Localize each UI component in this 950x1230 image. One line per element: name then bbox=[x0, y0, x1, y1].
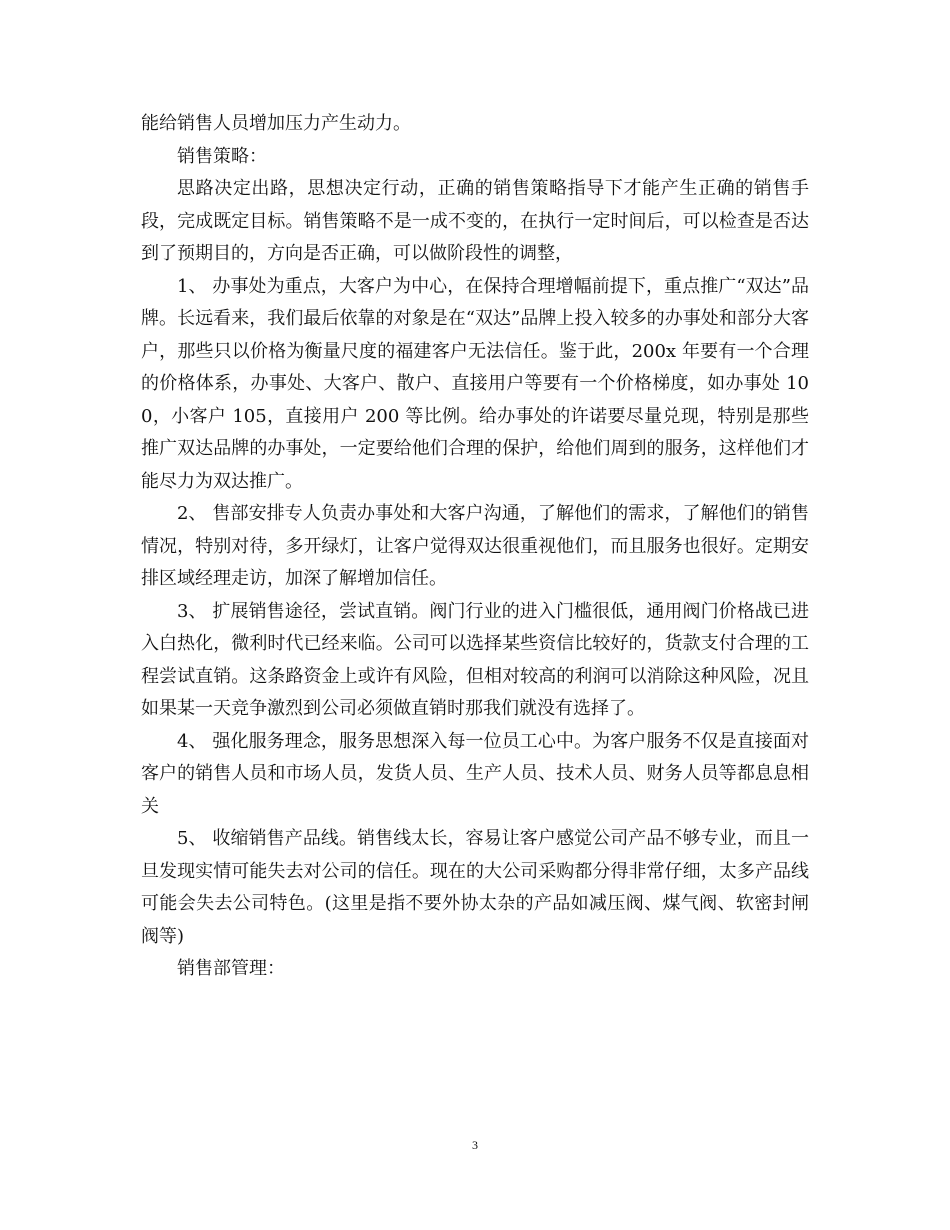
page-number: 3 bbox=[472, 1138, 478, 1152]
list-item-4: 4、 强化服务理念，服务思想深入每一位员工心中。为客户服务不仅是直接面对客户的销售人员和市场人员，发货人员、生产人员、技术人员、财务人员等都息息相关 bbox=[141, 730, 809, 817]
list-item-3: 3、 扩展销售途径，尝试直销。阀门行业的进入门槛很低，通用阀门价格战已进入白热化，微利时代已经来临。公司可以选择某些资信比较好的，货款支付合理的工程尝试直销。这条路资金上或许有风险，但相对较高的利润可以消除这种风险，况且如果某一天竞争激烈到公司必须做直销时那我们就没有选择了。 bbox=[141, 600, 809, 719]
list-item-5: 5、 收缩销售产品线。销售线太长，容易让客户感觉公司产品不够专业，而且一旦发现实情可能失去对公司的信任。现在的大公司采购都分得非常仔细，太多产品线可能会失去公司特色。(这里是指不要外协太杂的产品如减压阀、煤气阀、软密封闸阀等) bbox=[141, 828, 809, 947]
heading-sales-strategy: 销售策略： bbox=[177, 145, 267, 167]
list-item-2: 2、 售部安排专人负责办事处和大客户沟通，了解他们的需求，了解他们的销售情况，特别对待，多开绿灯，让客户觉得双达很重视他们，而且服务也很好。定期安排区域经理走访，加深了解增加信任。 bbox=[141, 503, 809, 589]
document-body bbox=[141, 108, 809, 986]
paragraph-continuation: 能给销售人员增加压力产生动力。 bbox=[141, 113, 411, 134]
heading-sales-dept-management: 销售部管理： bbox=[177, 958, 285, 979]
paragraph-strategy-intro: 思路决定出路，思想决定行动，正确的销售策略指导下才能产生正确的销售手段，完成既定目标。销售策略不是一成不变的，在执行一定时间后，可以检查是否达到了预期目的，方向是否正确，可以做阶段性的调整， bbox=[141, 178, 809, 264]
list-item-1: 1、 办事处为重点，大客户为中心，在保持合理增幅前提下，重点推广“双达”品牌。长远看来，我们最后依靠的对象是在“双达”品牌上投入较多的办事处和部分大客户，那些只以价格为衡量尺度的福建客户无法信任。鉴于此，200x 年要有一个合理的价格体系，办事处、大客户、散户、直接用户等要有一个价格梯度，如办事处 100，小客户 105，直接用户 200 等比例。给办事处的许诺要尽量兑现，特别是那些推广双达品牌的办事处，一定要给他们合理的保护，给他们周到的服务，这样他们才能尽力为双达推广。 bbox=[141, 275, 809, 492]
